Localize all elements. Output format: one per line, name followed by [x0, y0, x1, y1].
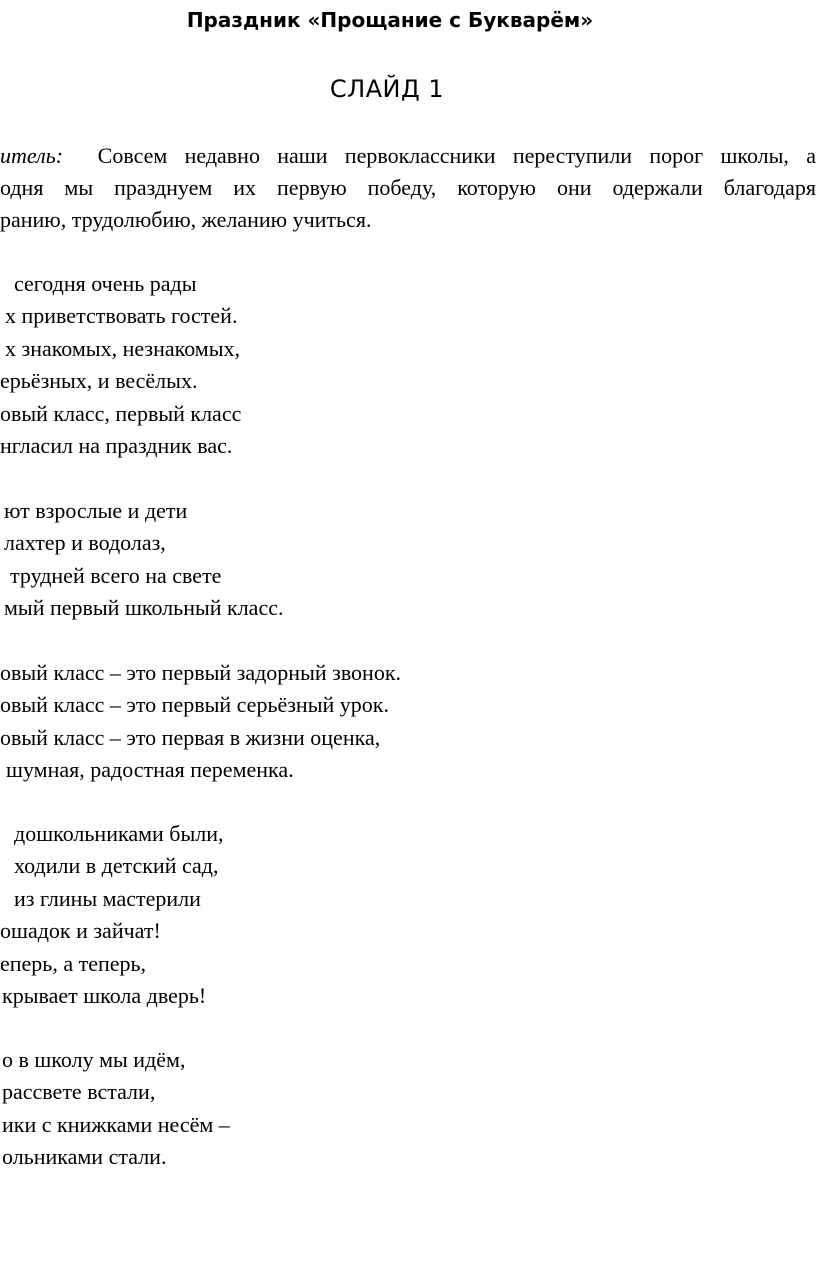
verse-line: из глины мастерили: [14, 885, 201, 911]
verse-line: о в школу мы идём,: [2, 1047, 186, 1072]
stanza-3: [0, 657, 816, 787]
verse-line: овый класс – это первый задорный звонок.: [0, 660, 402, 685]
verse-line: ошадок и зайчат!: [0, 918, 161, 944]
verse-line: мый первый школьный класс.: [4, 595, 284, 621]
verse-line: нгласил на праздник вас.: [0, 432, 233, 458]
verse-line: х приветствовать гостей.: [5, 303, 238, 329]
intro-line-3: ранию, трудолюбию, желанию учиться.: [0, 207, 372, 232]
verse-line: крывает школа дверь!: [2, 982, 207, 1008]
page-title: Праздник «Прощание с Букварём»: [186, 8, 594, 32]
intro-paragraph: [0, 140, 816, 236]
intro-line-1: [0, 140, 816, 172]
verse-line: шумная, радостная переменка.: [6, 757, 294, 783]
verse-line: ходили в детский сад,: [14, 853, 219, 879]
verse-line: трудней всего на свете: [10, 562, 222, 588]
verse-line: овый класс – это первый серьёзный урок.: [0, 692, 389, 718]
intro-line-2: одня мы празднуем их первую победу, которую они одержали благодаря: [0, 175, 816, 200]
verse-line: еперь, а теперь,: [0, 950, 147, 976]
verse-line: овый класс – это первая в жизни оценка,: [0, 724, 381, 750]
verse-line: ют взрослые и дети: [4, 498, 188, 523]
verse-line: х знакомых, незнакомых,: [5, 335, 240, 361]
verse-line: дошкольниками были,: [14, 821, 224, 846]
stanza-2: [4, 495, 816, 625]
stanza-1: [0, 268, 816, 462]
verse-line: лахтер и водолаз,: [4, 530, 166, 556]
verse-line: ерьёзных, и весёлых.: [0, 368, 198, 394]
stanza-5: [2, 1044, 816, 1174]
verse-line: овый класс, первый класс: [0, 400, 242, 426]
speaker-label: итель:: [0, 143, 64, 168]
verse-line: рассвете встали,: [2, 1079, 156, 1105]
slide-label: СЛАЙД 1: [329, 75, 445, 103]
verse-line: сегодня очень рады: [14, 271, 197, 296]
verse-line: ики с книжками несём –: [2, 1111, 230, 1137]
stanza-4: [0, 818, 816, 1012]
verse-line: ольниками стали.: [2, 1144, 167, 1170]
intro-line-1-text: Совсем недавно наши первоклассники переступили порог школы, а: [97, 143, 816, 168]
